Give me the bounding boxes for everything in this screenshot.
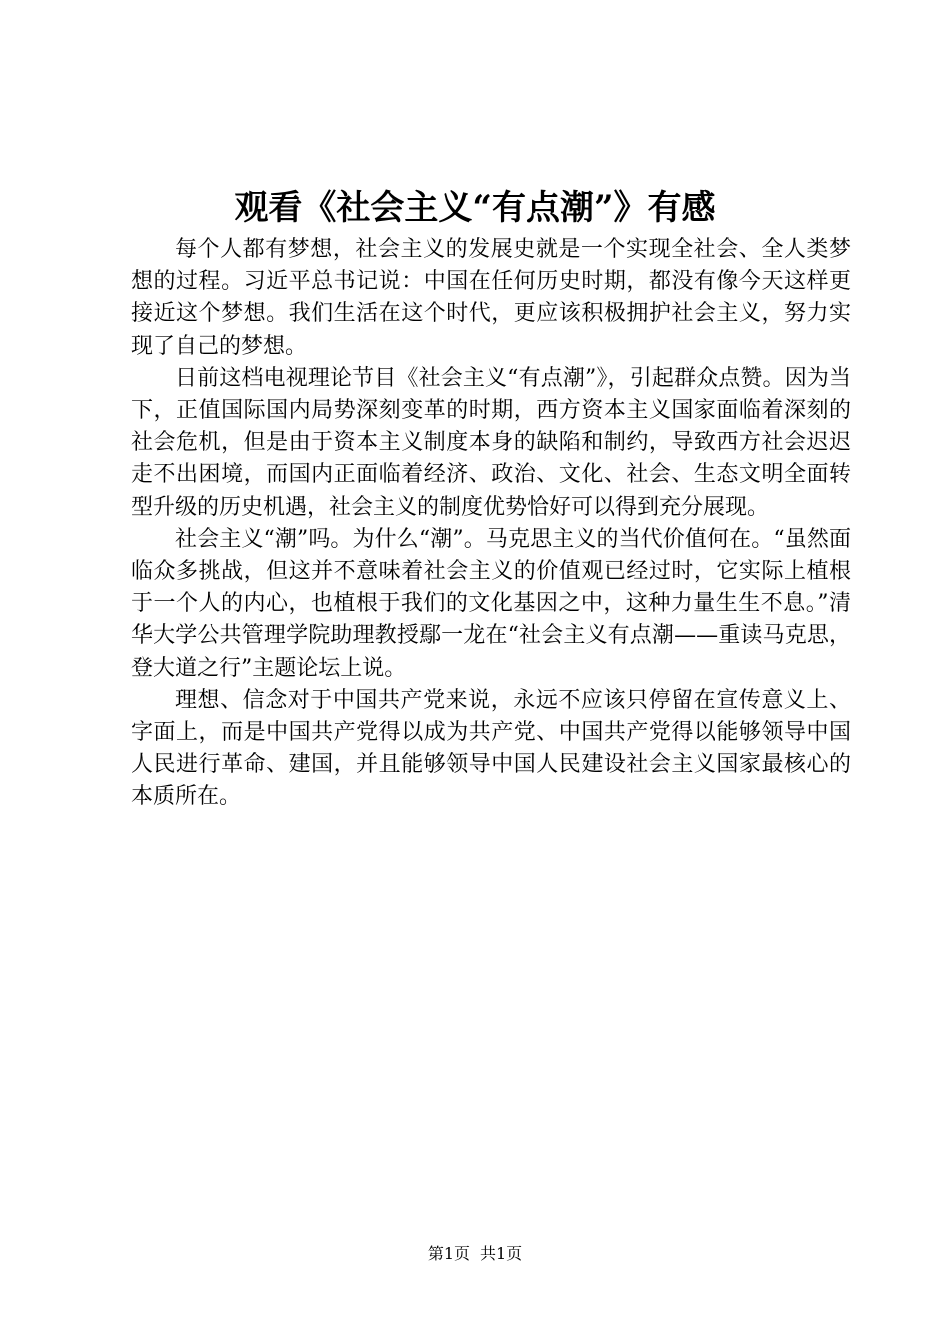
page-footer: [0, 1243, 950, 1265]
document-body: [131, 234, 851, 814]
paragraph: 社会主义“潮”吗。为什么“潮”。马克思主义的当代价值何在。“虽然面临众多挑战，但这并不意味着社会主义的价值观已经过时，它实际上植根于一个人的内心，也植根于我们的文化基因之中，这种力量生生不息。”清华大学公共管理学院助理教授鄢一龙在“社会主义有点潮——重读马克思，登大道之行”主题论坛上说。: [131, 526, 851, 681]
page-total: 共1页: [480, 1244, 523, 1263]
paragraph: 理想、信念对于中国共产党来说，永远不应该只停留在宣传意义上、字面上，而是中国共产党得以成为共产党、中国共产党得以能够领导中国人民进行革命、建国，并且能够领导中国人民建设社会主义国家最核心的本质所在。: [131, 687, 851, 810]
page-number: 第1页: [427, 1244, 470, 1263]
paragraph: 每个人都有梦想，社会主义的发展史就是一个实现全社会、全人类梦想的过程。习近平总书记说：中国在任何历史时期，都没有像今天这样更接近这个梦想。我们生活在这个时代，更应该积极拥护社会主义，努力实现了自己的梦想。: [131, 237, 851, 359]
document-title: 观看《社会主义“有点潮”》有感: [234, 188, 716, 228]
paragraph: 日前这档电视理论节目《社会主义“有点潮”》，引起群众点赞。因为当下，正值国际国内局势深刻变革的时期，西方资本主义国家面临着深刻的社会危机，但是由于资本主义制度本身的缺陷和制约，导致西方社会迟迟走不出困境，而国内正面临着经济、政治、文化、社会、生态文明全面转型升级的历史机遇，社会主义的制度优势恰好可以得到充分展现。: [131, 365, 851, 520]
